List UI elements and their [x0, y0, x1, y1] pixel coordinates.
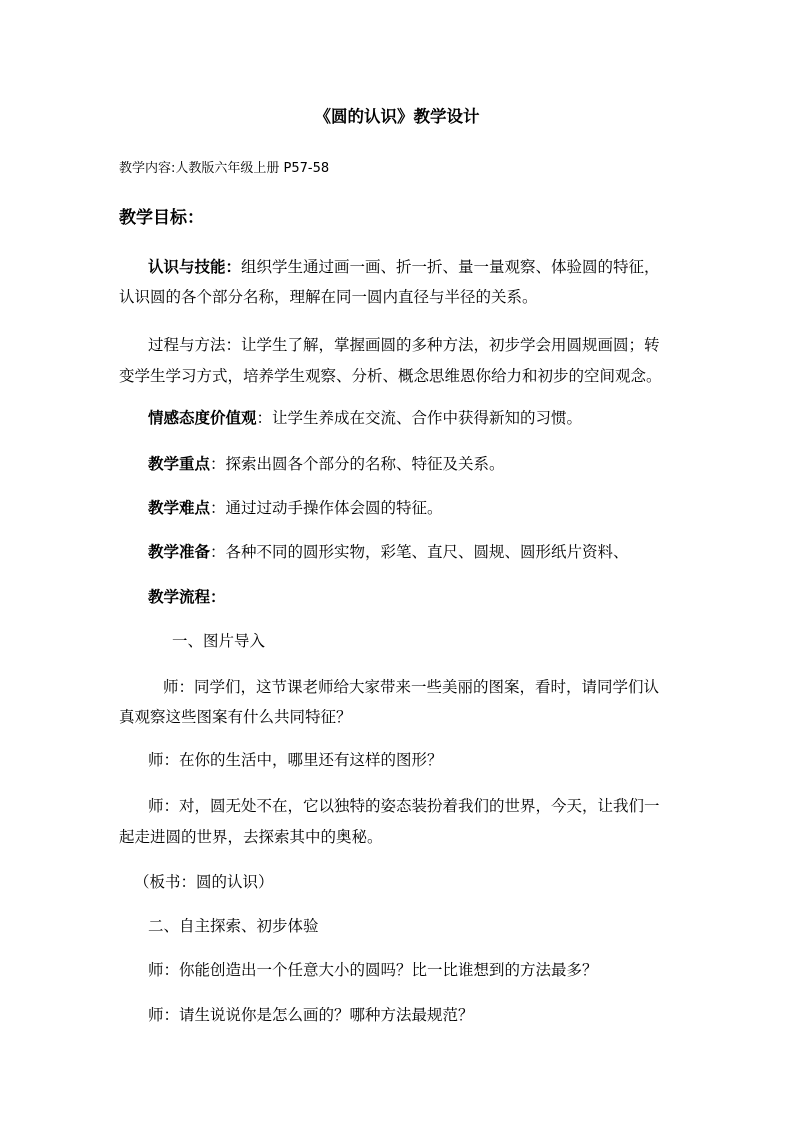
para2: 师：在你的生活中，哪里还有这样的图形？: [148, 751, 443, 769]
key-point-text: ：探索出圆各个部分的名称、特征及关系。: [210, 455, 505, 473]
section2-heading: 二、自主探索、初步体验: [148, 917, 319, 935]
para4: 师：你能创造出一个任意大小的圆吗？比一比谁想到的方法最多？: [148, 961, 598, 979]
process-line2: 变学生学习方式，培养学生观察、分析、概念思维恩你给力和初步的空间观念。: [119, 367, 662, 385]
skills-label: 认识与技能：: [148, 258, 242, 276]
teaching-goals-heading: 教学目标：: [119, 208, 204, 228]
key-point-paragraph: [148, 454, 505, 474]
preparation-paragraph: [148, 542, 629, 562]
skills-text-line2: 认识圆的各个部分名称，理解在同一圆内直径与半径的关系。: [119, 288, 538, 306]
difficulty-label: 教学难点: [148, 499, 211, 517]
key-point-label: 教学重点: [148, 455, 211, 473]
difficulty-text: ：通过过动手操作体会圆的特征。: [210, 499, 443, 517]
emotion-text: ：让学生养成在交流、合作中获得新知的习惯。: [256, 409, 583, 427]
preparation-text: ：各种不同的圆形实物，彩笔、直尺、圆规、圆形纸片资料、: [210, 543, 629, 561]
skills-paragraph-line1: [148, 257, 660, 277]
section1-heading: 一、图片导入: [172, 632, 266, 650]
para1-line2: 真观察这些图案有什么共同特征？: [119, 708, 352, 726]
skills-text-line1: 组织学生通过画一画、折一折、量一量观察、体验圆的特征，: [241, 258, 660, 276]
difficulty-paragraph: [148, 498, 443, 518]
teaching-flow-label-text: 教学流程：: [148, 588, 226, 606]
para3-line1: 师：对，圆无处不在，它以独特的姿态装扮着我们的世界，今天，让我们一: [148, 797, 660, 815]
preparation-label: 教学准备: [148, 543, 211, 561]
para1-line1: 师：同学们，这节课老师给大家带来一些美丽的图案，看时，请同学们认: [163, 678, 660, 696]
teaching-flow-label: [148, 587, 226, 607]
process-line1: 过程与方法：让学生了解，掌握画圆的多种方法，初步学会用圆规画圆；转: [148, 336, 660, 354]
para5: 师：请生说说你是怎么画的？哪种方法最规范？: [148, 1006, 474, 1024]
emotion-paragraph: [148, 408, 582, 428]
emotion-label: 情感态度价值观: [148, 409, 257, 427]
teaching-content-line: 教学内容:人教版六年级上册 P57-58: [119, 161, 330, 176]
para3-line2: 起走进圆的世界，去探索其中的奥秘。: [119, 828, 383, 846]
board-note: （板书：圆的认识）: [134, 873, 274, 891]
document-title: 《圆的认识》教学设计: [314, 107, 480, 126]
